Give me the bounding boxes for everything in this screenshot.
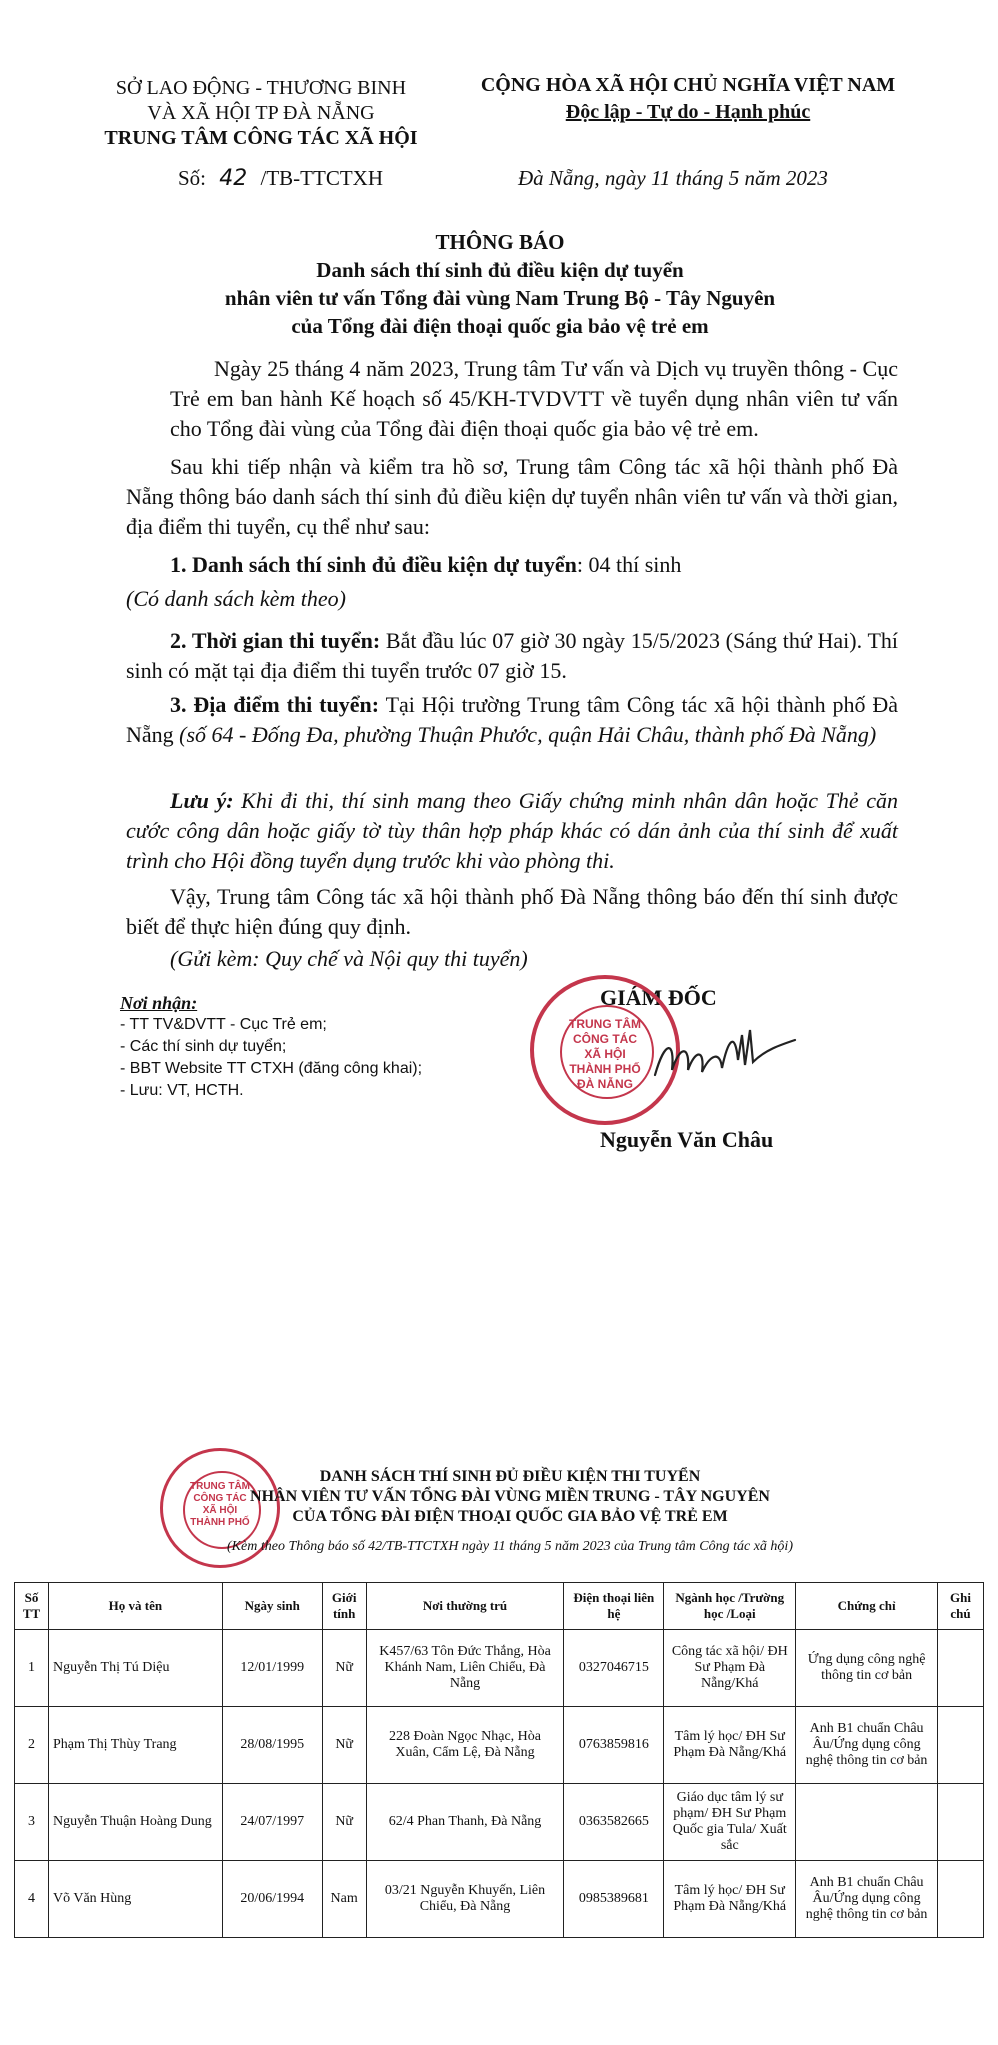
annex-caption: (Kèm theo Thông báo số 42/TB-TTCTXH ngày 11 tháng 5 năm 2023 của Trung tâm Công tác xã hội): [227, 1539, 793, 1554]
notice-title: [80, 228, 920, 340]
doc-no-suffix: /TB-TTCTXH: [260, 166, 383, 190]
note-label: Lưu ý:: [170, 788, 234, 813]
cell-stt: 3: [15, 1784, 49, 1861]
cell-note: [937, 1707, 983, 1784]
cell-major: Tâm lý học/ ĐH Sư Phạm Đà Nẵng/Khá: [664, 1861, 796, 1938]
annex-stamp: TRUNG TÂM CÔNG TÁC XÃ HỘI THÀNH PHỐ: [160, 1448, 280, 1568]
table-row: [15, 1630, 984, 1707]
national-motto: [458, 72, 918, 126]
cell-cert: Ứng dụng công nghệ thông tin cơ bản: [796, 1630, 938, 1707]
nation-line-2: Độc lập - Tự do - Hạnh phúc: [565, 101, 811, 123]
item-2-text: Bắt đầu lúc 07 giờ 30 ngày 15/5/2023 (Sáng thứ Hai). Thí sinh có mặt tại địa điểm thi tuyển trước 07 giờ 15.: [126, 628, 898, 683]
col-header: Giới tính: [322, 1583, 366, 1630]
paragraph-1: Ngày 25 tháng 4 năm 2023, Trung tâm Tư vấn và Dịch vụ truyền thông - Cục Trẻ em ban hành Kế hoạch số 45/KH-TVDVTT về tuyển dụng nhân viên tư vấn cho Tổng đài vùng của Tổng đài điện thoại quốc gia bảo vệ trẻ em.: [170, 356, 898, 441]
cell-address: 03/21 Nguyễn Khuyến, Liên Chiểu, Đà Nẵng: [366, 1861, 564, 1938]
item-3-text: Tại Hội trường Trung tâm Công tác xã hội thành phố Đà Nẵng: [126, 692, 899, 747]
cell-major: Giáo dục tâm lý sư phạm/ ĐH Sư Phạm Quốc gia Tula/ Xuất sắc: [664, 1784, 796, 1861]
signer-title: GIÁM ĐỐC: [600, 985, 717, 1010]
recipient-item: - BBT Website TT CTXH (đăng công khai);: [120, 1060, 423, 1077]
title-line-4: của Tổng đài điện thoại quốc gia bảo vệ trẻ em: [291, 314, 709, 338]
attachment-note: (Gửi kèm: Quy chế và Nội quy thi tuyển): [170, 946, 528, 971]
cell-dob: 28/08/1995: [222, 1707, 322, 1784]
item-1-text: : 04 thí sinh: [576, 552, 682, 577]
cell-dob: 20/06/1994: [222, 1861, 322, 1938]
cell-address: K457/63 Tôn Đức Thắng, Hòa Khánh Nam, Liên Chiểu, Đà Nẵng: [366, 1630, 564, 1707]
cell-name: Võ Văn Hùng: [48, 1861, 222, 1938]
col-header: Điện thoại liên hệ: [564, 1583, 664, 1630]
item-3: [126, 690, 898, 750]
item-3-label: 3. Địa điểm thi tuyển:: [170, 692, 380, 717]
cell-gender: Nữ: [322, 1630, 366, 1707]
col-header: Số TT: [15, 1583, 49, 1630]
doc-no-handwritten: 42: [219, 166, 248, 191]
cell-gender: Nữ: [322, 1707, 366, 1784]
cell-note: [937, 1630, 983, 1707]
col-header: Ngày sinh: [222, 1583, 322, 1630]
title-line-1: THÔNG BÁO: [435, 230, 565, 254]
stamp-text: TRUNG TÂM CÔNG TÁC XÃ HỘI THÀNH PHỐ ĐÀ NẴNG: [569, 1017, 641, 1091]
cell-name: Nguyễn Thị Tú Diệu: [48, 1630, 222, 1707]
item-3-address: (số 64 - Đống Đa, phường Thuận Phước, quận Hải Châu, thành phố Đà Nẵng): [179, 722, 877, 747]
cell-stt: 1: [15, 1630, 49, 1707]
cell-address: 62/4 Phan Thanh, Đà Nẵng: [366, 1784, 564, 1861]
cell-phone: 0763859816: [564, 1707, 664, 1784]
col-header: Họ và tên: [48, 1583, 222, 1630]
item-1-note: (Có danh sách kèm theo): [126, 586, 346, 611]
cell-major: Công tác xã hội/ ĐH Sư Phạm Đà Nẵng/Khá: [664, 1630, 796, 1707]
nation-line-1: CỘNG HÒA XÃ HỘI CHỦ NGHĨA VIỆT NAM: [480, 74, 896, 96]
item-2: [126, 626, 898, 686]
cell-address: 228 Đoàn Ngọc Nhạc, Hòa Xuân, Cẩm Lệ, Đà Nẵng: [366, 1707, 564, 1784]
note: [126, 786, 898, 876]
cell-major: Tâm lý học/ ĐH Sư Phạm Đà Nẵng/Khá: [664, 1707, 796, 1784]
recipients: [120, 992, 440, 1102]
annex-line-3: CỦA TỔNG ĐÀI ĐIỆN THOẠI QUỐC GIA BẢO VỆ TRẺ EM: [292, 1508, 728, 1525]
table-row: [15, 1861, 984, 1938]
cell-phone: 0363582665: [564, 1784, 664, 1861]
cell-dob: 24/07/1997: [222, 1784, 322, 1861]
handwritten-signature: [650, 1020, 800, 1100]
doc-date: Đà Nẵng, ngày 11 tháng 5 năm 2023: [518, 166, 828, 190]
doc-number: [178, 166, 383, 191]
table-row: [15, 1707, 984, 1784]
issuing-org: [96, 76, 426, 151]
item-2-label: 2. Thời gian thi tuyển:: [170, 628, 381, 653]
note-text: Khi đi thi, thí sinh mang theo Giấy chứng minh nhân dân hoặc Thẻ căn cước công dân hoặc giấy tờ tùy thân hợp pháp khác có dán ảnh của thí sinh để xuất trình cho Hội đồng tuyển dụng trước khi vào phòng thi.: [126, 788, 899, 873]
closing-paragraph: Vậy, Trung tâm Công tác xã hội thành phố Đà Nẵng thông báo đến thí sinh được biết để thực hiện đúng quy định.: [126, 884, 898, 939]
cell-name: Phạm Thị Thùy Trang: [48, 1707, 222, 1784]
cell-gender: Nữ: [322, 1784, 366, 1861]
paragraph-2: Sau khi tiếp nhận và kiểm tra hồ sơ, Trung tâm Công tác xã hội thành phố Đà Nẵng thông báo danh sách thí sinh đủ điều kiện dự tuyển nhân viên tư vấn và thời gian, địa điểm thi tuyển, cụ thể như sau:: [126, 454, 898, 539]
col-header: Ngành học /Trường học /Loại: [664, 1583, 796, 1630]
cell-cert: Anh B1 chuẩn Châu Âu/Ứng dụng công nghệ thông tin cơ bản: [796, 1861, 938, 1938]
cell-cert: [796, 1784, 938, 1861]
recipients-title: Nơi nhận:: [120, 993, 198, 1013]
cell-note: [937, 1861, 983, 1938]
org-line-3: TRUNG TÂM CÔNG TÁC XÃ HỘI: [104, 127, 418, 149]
org-line-2: VÀ XÃ HỘI TP ĐÀ NẴNG: [147, 102, 375, 124]
cell-phone: 0327046715: [564, 1630, 664, 1707]
recipient-item: - Các thí sinh dự tuyển;: [120, 1038, 287, 1055]
signer-name: Nguyễn Văn Châu: [600, 1127, 774, 1152]
cell-phone: 0985389681: [564, 1861, 664, 1938]
annex-line-2: NHÂN VIÊN TƯ VẤN TỔNG ĐÀI VÙNG MIỀN TRUNG - TÂY NGUYÊN: [250, 1488, 770, 1505]
col-header: Nơi thường trú: [366, 1583, 564, 1630]
item-1: [170, 550, 898, 580]
table-row: [15, 1784, 984, 1861]
recipient-item: - Lưu: VT, HCTH.: [120, 1082, 244, 1099]
org-line-1: SỞ LAO ĐỘNG - THƯƠNG BINH: [115, 77, 407, 99]
cell-dob: 12/01/1999: [222, 1630, 322, 1707]
cell-note: [937, 1784, 983, 1861]
title-line-3: nhân viên tư vấn Tổng đài vùng Nam Trung Bộ - Tây Nguyên: [224, 286, 776, 310]
annex-line-1: DANH SÁCH THÍ SINH ĐỦ ĐIỀU KIỆN THI TUYỂN: [319, 1468, 701, 1485]
cell-stt: 2: [15, 1707, 49, 1784]
table-header-row: [15, 1583, 984, 1630]
annex-title: [140, 1467, 880, 1527]
title-line-2: Danh sách thí sinh đủ điều kiện dự tuyển: [316, 258, 684, 282]
cell-cert: Anh B1 chuẩn Châu Âu/Ứng dụng công nghệ thông tin cơ bản: [796, 1707, 938, 1784]
recipient-item: - TT TV&DVTT - Cục Trẻ em;: [120, 1016, 327, 1033]
doc-no-label: Số:: [178, 166, 207, 190]
candidate-table: [14, 1582, 984, 1938]
cell-gender: Nam: [322, 1861, 366, 1938]
col-header: Chứng chỉ: [796, 1583, 938, 1630]
cell-name: Nguyễn Thuận Hoàng Dung: [48, 1784, 222, 1861]
item-1-label: 1. Danh sách thí sinh đủ điều kiện dự tuyển: [170, 552, 577, 577]
col-header: Ghi chú: [937, 1583, 983, 1630]
cell-stt: 4: [15, 1861, 49, 1938]
